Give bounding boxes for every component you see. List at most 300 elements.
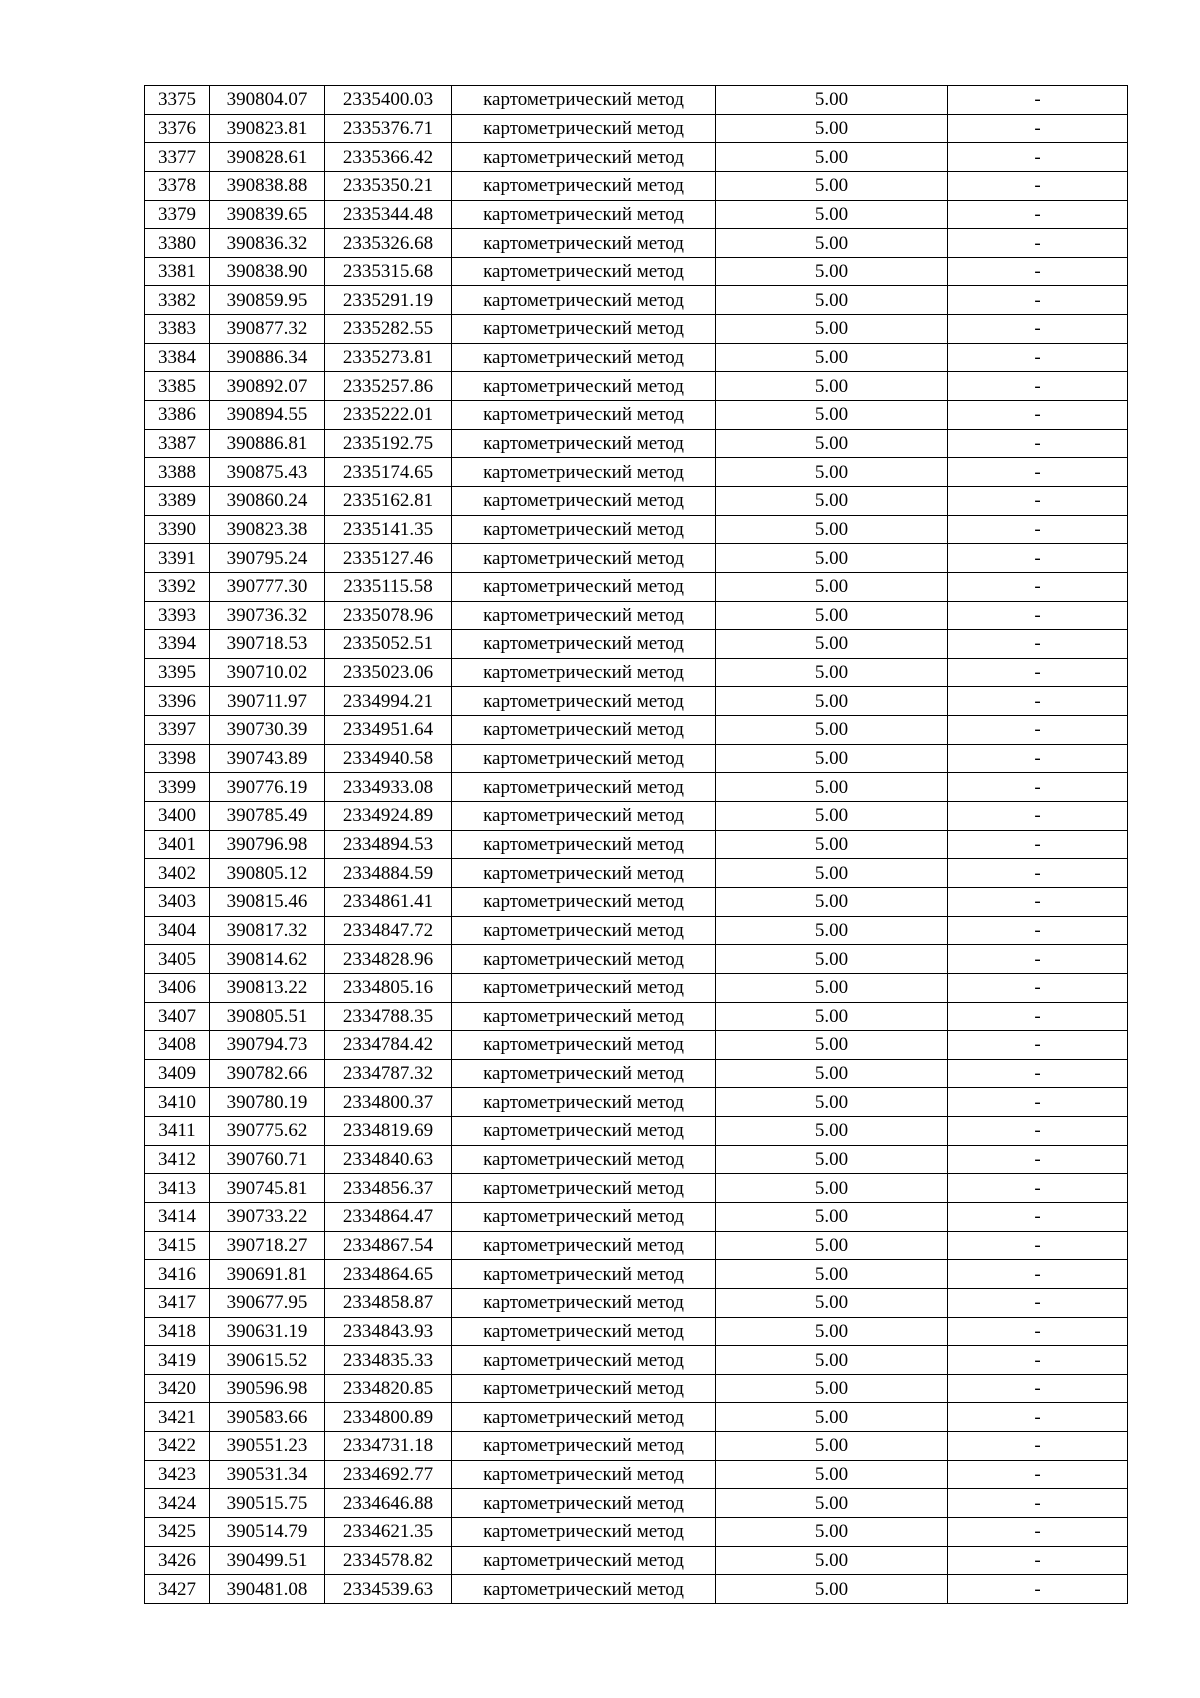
accuracy-cell: 5.00	[716, 945, 948, 974]
description-cell: -	[948, 973, 1128, 1002]
point-number-cell: 3400	[145, 802, 210, 831]
method-cell: картометрический метод	[452, 1088, 716, 1117]
y-coordinate-cell: 2335344.48	[325, 200, 452, 229]
point-number-cell: 3418	[145, 1317, 210, 1346]
description-cell: -	[948, 1346, 1128, 1375]
method-cell: картометрический метод	[452, 830, 716, 859]
x-coordinate-cell: 390677.95	[210, 1288, 325, 1317]
accuracy-cell: 5.00	[716, 401, 948, 430]
point-number-cell: 3413	[145, 1174, 210, 1203]
table-row	[145, 887, 1128, 916]
method-cell: картометрический метод	[452, 315, 716, 344]
x-coordinate-cell: 390776.19	[210, 773, 325, 802]
accuracy-cell: 5.00	[716, 1546, 948, 1575]
y-coordinate-cell: 2334621.35	[325, 1518, 452, 1547]
description-cell: -	[948, 1117, 1128, 1146]
point-number-cell: 3407	[145, 1002, 210, 1031]
x-coordinate-cell: 390514.79	[210, 1518, 325, 1547]
method-cell: картометрический метод	[452, 343, 716, 372]
accuracy-cell: 5.00	[716, 916, 948, 945]
method-cell: картометрический метод	[452, 486, 716, 515]
x-coordinate-cell: 390794.73	[210, 1031, 325, 1060]
method-cell: картометрический метод	[452, 658, 716, 687]
accuracy-cell: 5.00	[716, 1031, 948, 1060]
method-cell: картометрический метод	[452, 1546, 716, 1575]
table-row	[145, 830, 1128, 859]
point-number-cell: 3382	[145, 286, 210, 315]
y-coordinate-cell: 2334843.93	[325, 1317, 452, 1346]
y-coordinate-cell: 2334847.72	[325, 916, 452, 945]
x-coordinate-cell: 390817.32	[210, 916, 325, 945]
method-cell: картометрический метод	[452, 744, 716, 773]
point-number-cell: 3387	[145, 429, 210, 458]
table-row	[145, 171, 1128, 200]
point-number-cell: 3402	[145, 859, 210, 888]
point-number-cell: 3390	[145, 515, 210, 544]
x-coordinate-cell: 390859.95	[210, 286, 325, 315]
y-coordinate-cell: 2335162.81	[325, 486, 452, 515]
y-coordinate-cell: 2334787.32	[325, 1059, 452, 1088]
x-coordinate-cell: 390777.30	[210, 572, 325, 601]
description-cell: -	[948, 1031, 1128, 1060]
method-cell: картометрический метод	[452, 1145, 716, 1174]
accuracy-cell: 5.00	[716, 286, 948, 315]
y-coordinate-cell: 2335115.58	[325, 572, 452, 601]
point-number-cell: 3376	[145, 114, 210, 143]
table-row	[145, 1489, 1128, 1518]
description-cell: -	[948, 229, 1128, 258]
y-coordinate-cell: 2334800.37	[325, 1088, 452, 1117]
method-cell: картометрический метод	[452, 630, 716, 659]
accuracy-cell: 5.00	[716, 1403, 948, 1432]
x-coordinate-cell: 390823.81	[210, 114, 325, 143]
method-cell: картометрический метод	[452, 171, 716, 200]
table-row	[145, 1518, 1128, 1547]
description-cell: -	[948, 86, 1128, 115]
point-number-cell: 3412	[145, 1145, 210, 1174]
table-row	[145, 1145, 1128, 1174]
table-row	[145, 1002, 1128, 1031]
method-cell: картометрический метод	[452, 1317, 716, 1346]
y-coordinate-cell: 2334692.77	[325, 1460, 452, 1489]
point-number-cell: 3398	[145, 744, 210, 773]
point-number-cell: 3395	[145, 658, 210, 687]
method-cell: картометрический метод	[452, 1202, 716, 1231]
point-number-cell: 3385	[145, 372, 210, 401]
point-number-cell: 3417	[145, 1288, 210, 1317]
y-coordinate-cell: 2334819.69	[325, 1117, 452, 1146]
table-row	[145, 343, 1128, 372]
point-number-cell: 3388	[145, 458, 210, 487]
accuracy-cell: 5.00	[716, 1117, 948, 1146]
y-coordinate-cell: 2334856.37	[325, 1174, 452, 1203]
table-row	[145, 515, 1128, 544]
method-cell: картометрический метод	[452, 859, 716, 888]
y-coordinate-cell: 2334784.42	[325, 1031, 452, 1060]
x-coordinate-cell: 390836.32	[210, 229, 325, 258]
table-row	[145, 1403, 1128, 1432]
table-row	[145, 1546, 1128, 1575]
description-cell: -	[948, 1374, 1128, 1403]
point-number-cell: 3404	[145, 916, 210, 945]
description-cell: -	[948, 1174, 1128, 1203]
table-row	[145, 114, 1128, 143]
point-number-cell: 3406	[145, 973, 210, 1002]
description-cell: -	[948, 1518, 1128, 1547]
point-number-cell: 3378	[145, 171, 210, 200]
x-coordinate-cell: 390877.32	[210, 315, 325, 344]
x-coordinate-cell: 390813.22	[210, 973, 325, 1002]
accuracy-cell: 5.00	[716, 830, 948, 859]
description-cell: -	[948, 1432, 1128, 1461]
point-number-cell: 3399	[145, 773, 210, 802]
y-coordinate-cell: 2334858.87	[325, 1288, 452, 1317]
x-coordinate-cell: 390795.24	[210, 544, 325, 573]
accuracy-cell: 5.00	[716, 1088, 948, 1117]
x-coordinate-cell: 390733.22	[210, 1202, 325, 1231]
x-coordinate-cell: 390481.08	[210, 1575, 325, 1604]
method-cell: картометрический метод	[452, 401, 716, 430]
accuracy-cell: 5.00	[716, 859, 948, 888]
x-coordinate-cell: 390583.66	[210, 1403, 325, 1432]
point-number-cell: 3401	[145, 830, 210, 859]
accuracy-cell: 5.00	[716, 802, 948, 831]
point-number-cell: 3415	[145, 1231, 210, 1260]
y-coordinate-cell: 2334894.53	[325, 830, 452, 859]
accuracy-cell: 5.00	[716, 1059, 948, 1088]
description-cell: -	[948, 1403, 1128, 1432]
table-row	[145, 544, 1128, 573]
y-coordinate-cell: 2334951.64	[325, 716, 452, 745]
description-cell: -	[948, 286, 1128, 315]
y-coordinate-cell: 2335078.96	[325, 601, 452, 630]
description-cell: -	[948, 1059, 1128, 1088]
description-cell: -	[948, 171, 1128, 200]
description-cell: -	[948, 1489, 1128, 1518]
point-number-cell: 3381	[145, 257, 210, 286]
point-number-cell: 3414	[145, 1202, 210, 1231]
x-coordinate-cell: 390894.55	[210, 401, 325, 430]
table-row	[145, 630, 1128, 659]
y-coordinate-cell: 2335174.65	[325, 458, 452, 487]
description-cell: -	[948, 687, 1128, 716]
method-cell: картометрический метод	[452, 572, 716, 601]
x-coordinate-cell: 390515.75	[210, 1489, 325, 1518]
y-coordinate-cell: 2335273.81	[325, 343, 452, 372]
table-row	[145, 1202, 1128, 1231]
point-number-cell: 3427	[145, 1575, 210, 1604]
table-row	[145, 1174, 1128, 1203]
method-cell: картометрический метод	[452, 1117, 716, 1146]
y-coordinate-cell: 2335127.46	[325, 544, 452, 573]
accuracy-cell: 5.00	[716, 114, 948, 143]
table-row	[145, 945, 1128, 974]
description-cell: -	[948, 1546, 1128, 1575]
description-cell: -	[948, 1460, 1128, 1489]
table-row	[145, 200, 1128, 229]
description-cell: -	[948, 486, 1128, 515]
description-cell: -	[948, 1002, 1128, 1031]
description-cell: -	[948, 458, 1128, 487]
accuracy-cell: 5.00	[716, 257, 948, 286]
method-cell: картометрический метод	[452, 1346, 716, 1375]
description-cell: -	[948, 630, 1128, 659]
table-row	[145, 229, 1128, 258]
point-number-cell: 3380	[145, 229, 210, 258]
x-coordinate-cell: 390782.66	[210, 1059, 325, 1088]
y-coordinate-cell: 2334820.85	[325, 1374, 452, 1403]
accuracy-cell: 5.00	[716, 200, 948, 229]
x-coordinate-cell: 390718.53	[210, 630, 325, 659]
accuracy-cell: 5.00	[716, 343, 948, 372]
x-coordinate-cell: 390860.24	[210, 486, 325, 515]
accuracy-cell: 5.00	[716, 229, 948, 258]
y-coordinate-cell: 2334800.89	[325, 1403, 452, 1432]
y-coordinate-cell: 2334940.58	[325, 744, 452, 773]
description-cell: -	[948, 315, 1128, 344]
coordinates-table	[144, 85, 1128, 1604]
accuracy-cell: 5.00	[716, 372, 948, 401]
y-coordinate-cell: 2334828.96	[325, 945, 452, 974]
method-cell: картометрический метод	[452, 1260, 716, 1289]
table-row	[145, 572, 1128, 601]
method-cell: картометрический метод	[452, 229, 716, 258]
description-cell: -	[948, 1231, 1128, 1260]
point-number-cell: 3409	[145, 1059, 210, 1088]
method-cell: картометрический метод	[452, 1489, 716, 1518]
table-row	[145, 286, 1128, 315]
method-cell: картометрический метод	[452, 1432, 716, 1461]
description-cell: -	[948, 830, 1128, 859]
accuracy-cell: 5.00	[716, 572, 948, 601]
x-coordinate-cell: 390743.89	[210, 744, 325, 773]
point-number-cell: 3375	[145, 86, 210, 115]
x-coordinate-cell: 390730.39	[210, 716, 325, 745]
point-number-cell: 3411	[145, 1117, 210, 1146]
description-cell: -	[948, 859, 1128, 888]
y-coordinate-cell: 2334788.35	[325, 1002, 452, 1031]
point-number-cell: 3422	[145, 1432, 210, 1461]
point-number-cell: 3377	[145, 143, 210, 172]
description-cell: -	[948, 515, 1128, 544]
y-coordinate-cell: 2335023.06	[325, 658, 452, 687]
y-coordinate-cell: 2335350.21	[325, 171, 452, 200]
y-coordinate-cell: 2335192.75	[325, 429, 452, 458]
description-cell: -	[948, 343, 1128, 372]
table-row	[145, 601, 1128, 630]
point-number-cell: 3421	[145, 1403, 210, 1432]
x-coordinate-cell: 390691.81	[210, 1260, 325, 1289]
x-coordinate-cell: 390838.88	[210, 171, 325, 200]
description-cell: -	[948, 601, 1128, 630]
point-number-cell: 3408	[145, 1031, 210, 1060]
point-number-cell: 3420	[145, 1374, 210, 1403]
table-row	[145, 687, 1128, 716]
x-coordinate-cell: 390839.65	[210, 200, 325, 229]
description-cell: -	[948, 200, 1128, 229]
y-coordinate-cell: 2334994.21	[325, 687, 452, 716]
x-coordinate-cell: 390531.34	[210, 1460, 325, 1489]
y-coordinate-cell: 2335141.35	[325, 515, 452, 544]
method-cell: картометрический метод	[452, 143, 716, 172]
table-row	[145, 1460, 1128, 1489]
method-cell: картометрический метод	[452, 114, 716, 143]
x-coordinate-cell: 390615.52	[210, 1346, 325, 1375]
table-row	[145, 658, 1128, 687]
accuracy-cell: 5.00	[716, 601, 948, 630]
table-row	[145, 1059, 1128, 1088]
method-cell: картометрический метод	[452, 1518, 716, 1547]
accuracy-cell: 5.00	[716, 773, 948, 802]
accuracy-cell: 5.00	[716, 544, 948, 573]
description-cell: -	[948, 945, 1128, 974]
table-row	[145, 1031, 1128, 1060]
y-coordinate-cell: 2335366.42	[325, 143, 452, 172]
accuracy-cell: 5.00	[716, 1145, 948, 1174]
table-row	[145, 315, 1128, 344]
point-number-cell: 3426	[145, 1546, 210, 1575]
y-coordinate-cell: 2334835.33	[325, 1346, 452, 1375]
description-cell: -	[948, 744, 1128, 773]
x-coordinate-cell: 390892.07	[210, 372, 325, 401]
y-coordinate-cell: 2334864.47	[325, 1202, 452, 1231]
x-coordinate-cell: 390796.98	[210, 830, 325, 859]
y-coordinate-cell: 2334924.89	[325, 802, 452, 831]
x-coordinate-cell: 390499.51	[210, 1546, 325, 1575]
point-number-cell: 3419	[145, 1346, 210, 1375]
accuracy-cell: 5.00	[716, 171, 948, 200]
description-cell: -	[948, 1288, 1128, 1317]
method-cell: картометрический метод	[452, 1403, 716, 1432]
y-coordinate-cell: 2334578.82	[325, 1546, 452, 1575]
table-row	[145, 401, 1128, 430]
y-coordinate-cell: 2335315.68	[325, 257, 452, 286]
y-coordinate-cell: 2334884.59	[325, 859, 452, 888]
x-coordinate-cell: 390736.32	[210, 601, 325, 630]
point-number-cell: 3396	[145, 687, 210, 716]
method-cell: картометрический метод	[452, 429, 716, 458]
x-coordinate-cell: 390823.38	[210, 515, 325, 544]
y-coordinate-cell: 2334864.65	[325, 1260, 452, 1289]
method-cell: картометрический метод	[452, 802, 716, 831]
y-coordinate-cell: 2334539.63	[325, 1575, 452, 1604]
description-cell: -	[948, 544, 1128, 573]
accuracy-cell: 5.00	[716, 1231, 948, 1260]
accuracy-cell: 5.00	[716, 887, 948, 916]
accuracy-cell: 5.00	[716, 1489, 948, 1518]
description-cell: -	[948, 887, 1128, 916]
point-number-cell: 3386	[145, 401, 210, 430]
accuracy-cell: 5.00	[716, 429, 948, 458]
point-number-cell: 3423	[145, 1460, 210, 1489]
table-row	[145, 486, 1128, 515]
table-row	[145, 916, 1128, 945]
description-cell: -	[948, 1088, 1128, 1117]
method-cell: картометрический метод	[452, 86, 716, 115]
x-coordinate-cell: 390815.46	[210, 887, 325, 916]
point-number-cell: 3416	[145, 1260, 210, 1289]
method-cell: картометрический метод	[452, 515, 716, 544]
method-cell: картометрический метод	[452, 286, 716, 315]
x-coordinate-cell: 390760.71	[210, 1145, 325, 1174]
y-coordinate-cell: 2334861.41	[325, 887, 452, 916]
table-row	[145, 1575, 1128, 1604]
method-cell: картометрический метод	[452, 945, 716, 974]
table-row	[145, 802, 1128, 831]
x-coordinate-cell: 390711.97	[210, 687, 325, 716]
x-coordinate-cell: 390886.34	[210, 343, 325, 372]
point-number-cell: 3394	[145, 630, 210, 659]
method-cell: картометрический метод	[452, 887, 716, 916]
table-row	[145, 1231, 1128, 1260]
description-cell: -	[948, 916, 1128, 945]
point-number-cell: 3384	[145, 343, 210, 372]
table-row	[145, 1117, 1128, 1146]
method-cell: картометрический метод	[452, 1174, 716, 1203]
x-coordinate-cell: 390780.19	[210, 1088, 325, 1117]
x-coordinate-cell: 390551.23	[210, 1432, 325, 1461]
accuracy-cell: 5.00	[716, 1346, 948, 1375]
x-coordinate-cell: 390805.51	[210, 1002, 325, 1031]
table-row	[145, 143, 1128, 172]
method-cell: картометрический метод	[452, 716, 716, 745]
method-cell: картометрический метод	[452, 973, 716, 1002]
accuracy-cell: 5.00	[716, 1460, 948, 1489]
accuracy-cell: 5.00	[716, 486, 948, 515]
point-number-cell: 3397	[145, 716, 210, 745]
y-coordinate-cell: 2335222.01	[325, 401, 452, 430]
accuracy-cell: 5.00	[716, 1174, 948, 1203]
y-coordinate-cell: 2334805.16	[325, 973, 452, 1002]
method-cell: картометрический метод	[452, 601, 716, 630]
point-number-cell: 3392	[145, 572, 210, 601]
description-cell: -	[948, 1317, 1128, 1346]
method-cell: картометрический метод	[452, 1031, 716, 1060]
point-number-cell: 3379	[145, 200, 210, 229]
description-cell: -	[948, 773, 1128, 802]
x-coordinate-cell: 390745.81	[210, 1174, 325, 1203]
table-row	[145, 1288, 1128, 1317]
description-cell: -	[948, 372, 1128, 401]
point-number-cell: 3405	[145, 945, 210, 974]
y-coordinate-cell: 2335291.19	[325, 286, 452, 315]
y-coordinate-cell: 2334646.88	[325, 1489, 452, 1518]
method-cell: картометрический метод	[452, 1059, 716, 1088]
method-cell: картометрический метод	[452, 1460, 716, 1489]
x-coordinate-cell: 390631.19	[210, 1317, 325, 1346]
point-number-cell: 3393	[145, 601, 210, 630]
description-cell: -	[948, 716, 1128, 745]
description-cell: -	[948, 143, 1128, 172]
y-coordinate-cell: 2334731.18	[325, 1432, 452, 1461]
description-cell: -	[948, 572, 1128, 601]
y-coordinate-cell: 2335400.03	[325, 86, 452, 115]
table-row	[145, 257, 1128, 286]
x-coordinate-cell: 390886.81	[210, 429, 325, 458]
table-row	[145, 372, 1128, 401]
y-coordinate-cell: 2335376.71	[325, 114, 452, 143]
accuracy-cell: 5.00	[716, 1575, 948, 1604]
x-coordinate-cell: 390710.02	[210, 658, 325, 687]
accuracy-cell: 5.00	[716, 744, 948, 773]
x-coordinate-cell: 390804.07	[210, 86, 325, 115]
accuracy-cell: 5.00	[716, 1374, 948, 1403]
description-cell: -	[948, 658, 1128, 687]
y-coordinate-cell: 2334933.08	[325, 773, 452, 802]
table-row	[145, 773, 1128, 802]
point-number-cell: 3391	[145, 544, 210, 573]
table-row	[145, 716, 1128, 745]
